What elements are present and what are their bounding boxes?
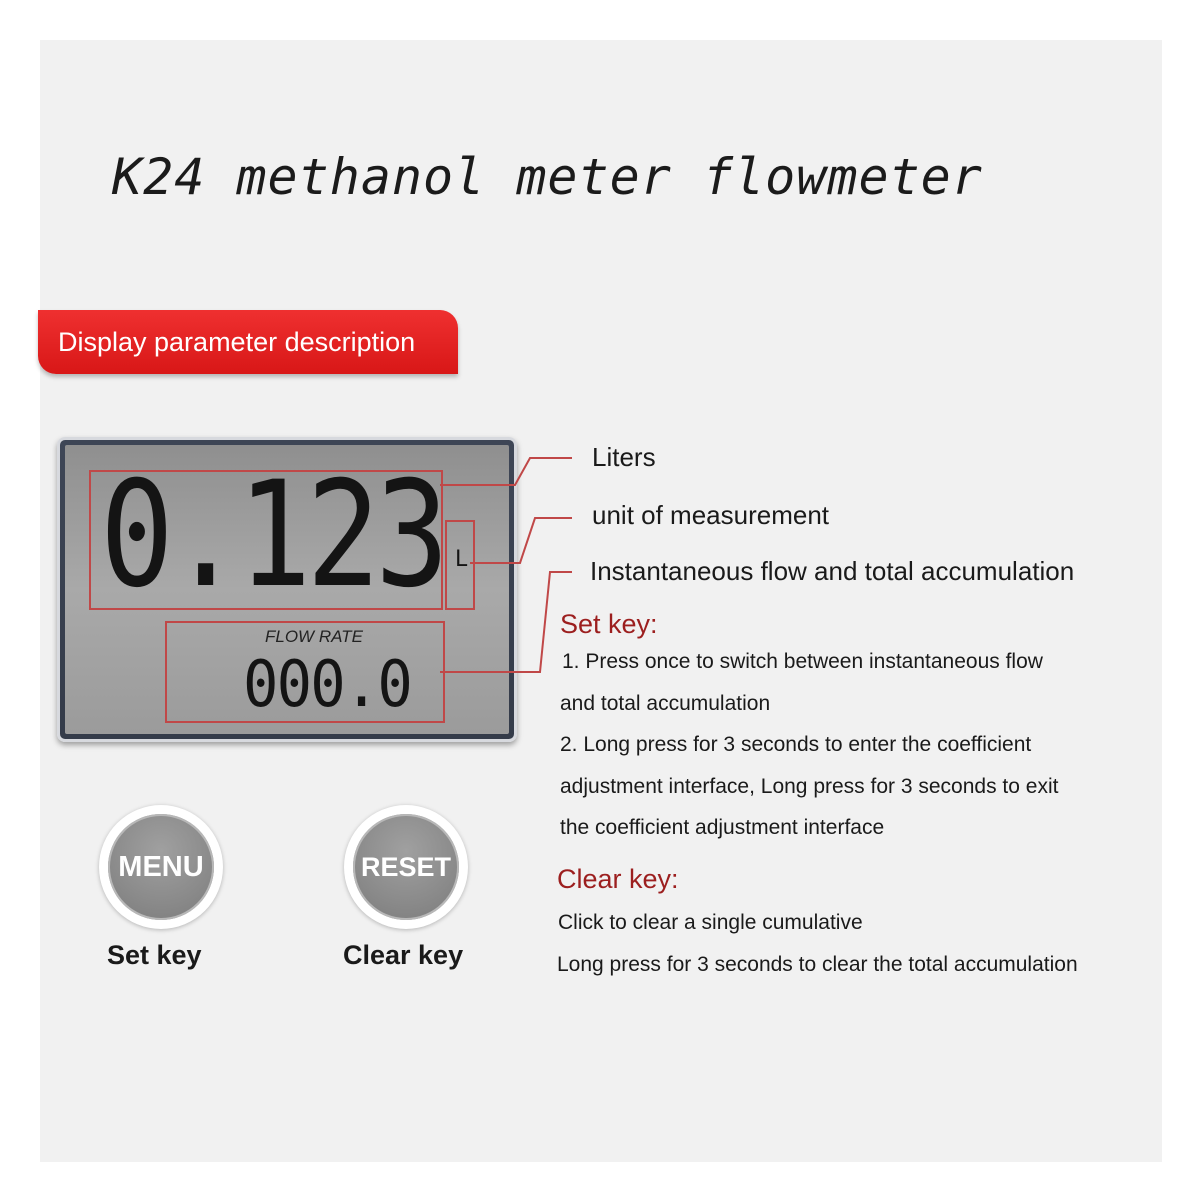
page-title: K24 methanol meter flowmeter: [112, 148, 983, 206]
clear-key-line-1: Click to clear a single cumulative: [558, 911, 863, 934]
menu-button-ring: [99, 805, 223, 929]
callout-liters: Liters: [592, 442, 656, 472]
set-key-line-4: adjustment interface, Long press for 3 seconds to exit: [560, 775, 1059, 798]
clear-key-line-2: Long press for 3 seconds to clear the total accumulation: [557, 953, 1078, 976]
main-value: 0.123: [100, 450, 444, 620]
callout-flow-and-total: Instantaneous flow and total accumulation: [590, 556, 1075, 586]
callout-line-unit: [470, 518, 572, 563]
set-key-line-5: the coefficient adjustment interface: [560, 816, 885, 839]
reset-button[interactable]: RESET: [353, 814, 459, 920]
reset-button-ring: [344, 805, 468, 929]
clear-key-heading: Clear key:: [557, 864, 679, 894]
callout-unit-of-measurement: unit of measurement: [592, 500, 830, 530]
callout-line-liters: [440, 458, 572, 485]
set-key-line-2: and total accumulation: [560, 692, 771, 715]
flow-rate-value: 000.0: [243, 648, 412, 722]
unit-indicator: L: [455, 547, 468, 572]
set-key-line-1: 1. Press once to switch between instantaneous flow: [562, 650, 1043, 673]
callout-line-flow: [440, 572, 572, 672]
set-key-line-3: 2. Long press for 3 seconds to enter the coefficient: [560, 733, 1032, 756]
menu-button[interactable]: MENU: [108, 814, 214, 920]
menu-button-caption: Set key: [107, 940, 202, 970]
section-banner: Display parameter description: [38, 310, 458, 374]
reset-button-caption: Clear key: [343, 940, 464, 970]
set-key-heading: Set key:: [560, 609, 658, 639]
flow-rate-label: FLOW RATE: [265, 627, 363, 646]
